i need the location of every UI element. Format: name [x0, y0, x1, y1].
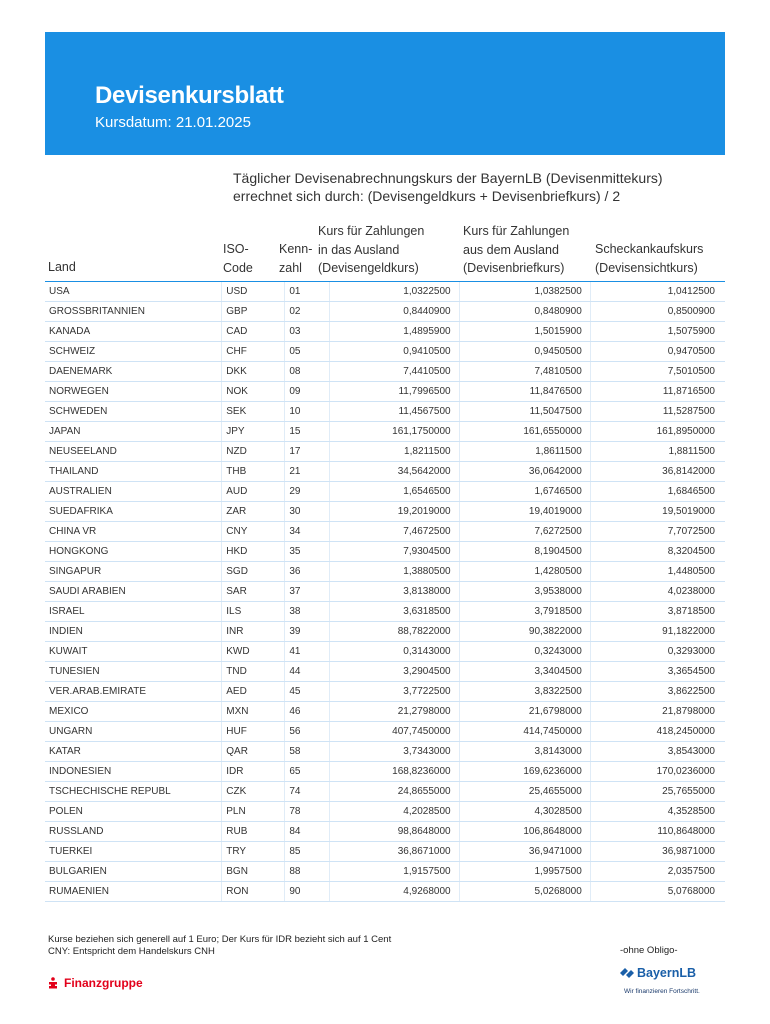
table-row	[45, 842, 725, 862]
geldkurs-cell: 0,9410500	[330, 342, 459, 362]
bayernlb-logo	[620, 966, 710, 995]
country-cell: DAENEMARK	[45, 362, 222, 382]
kennzahl-cell: 74	[285, 782, 330, 802]
geldkurs-cell: 0,3143000	[330, 642, 459, 662]
kennzahl-cell: 36	[285, 562, 330, 582]
column-header-iso-line-1: ISO-	[223, 242, 249, 256]
country-cell: VER.ARAB.EMIRATE	[45, 682, 222, 702]
briefkurs-cell: 1,9957500	[459, 862, 590, 882]
briefkurs-cell: 25,4655000	[459, 782, 590, 802]
scheckkurs-cell: 3,8543000	[590, 742, 725, 762]
table-row	[45, 622, 725, 642]
kennzahl-cell: 17	[285, 442, 330, 462]
iso-code-cell: DKK	[222, 362, 285, 382]
kennzahl-cell: 38	[285, 602, 330, 622]
table-row	[45, 342, 725, 362]
geldkurs-cell: 21,2798000	[330, 702, 459, 722]
iso-code-cell: SGD	[222, 562, 285, 582]
table-row	[45, 542, 725, 562]
scheckkurs-cell: 0,3293000	[590, 642, 725, 662]
intro-line-1: Täglicher Devisenabrechnungskurs der BayernLB (Devisenmittekurs)	[233, 170, 663, 186]
iso-code-cell: TND	[222, 662, 285, 682]
table-row	[45, 422, 725, 442]
column-header-scheckkurs	[595, 240, 703, 277]
finanzgruppe-logo	[48, 976, 143, 990]
exchange-rate-table-body	[45, 282, 725, 902]
country-cell: RUSSLAND	[45, 822, 222, 842]
table-row	[45, 502, 725, 522]
iso-code-cell: NOK	[222, 382, 285, 402]
geldkurs-cell: 4,2028500	[330, 802, 459, 822]
kennzahl-cell: 30	[285, 502, 330, 522]
page-title: Devisenkursblatt	[95, 82, 284, 109]
geldkurs-cell: 1,8211500	[330, 442, 459, 462]
kennzahl-cell: 78	[285, 802, 330, 822]
kennzahl-cell: 02	[285, 302, 330, 322]
briefkurs-cell: 3,8322500	[459, 682, 590, 702]
kennzahl-cell: 90	[285, 882, 330, 902]
scheckkurs-cell: 8,3204500	[590, 542, 725, 562]
briefkurs-cell: 90,3822000	[459, 622, 590, 642]
scheckkurs-cell: 19,5019000	[590, 502, 725, 522]
geldkurs-cell: 7,4672500	[330, 522, 459, 542]
intro-text	[233, 169, 663, 205]
obligo-note: -ohne Obligo-	[620, 945, 678, 956]
iso-code-cell: BGN	[222, 862, 285, 882]
kennzahl-cell: 09	[285, 382, 330, 402]
column-header-geldkurs-line-3: (Devisengeldkurs)	[318, 261, 419, 275]
table-row	[45, 822, 725, 842]
table-row	[45, 782, 725, 802]
geldkurs-cell: 3,2904500	[330, 662, 459, 682]
table-row	[45, 722, 725, 742]
country-cell: POLEN	[45, 802, 222, 822]
geldkurs-cell: 19,2019000	[330, 502, 459, 522]
geldkurs-cell: 24,8655000	[330, 782, 459, 802]
briefkurs-cell: 3,8143000	[459, 742, 590, 762]
geldkurs-cell: 407,7450000	[330, 722, 459, 742]
scheckkurs-cell: 1,4480500	[590, 562, 725, 582]
geldkurs-cell: 36,8671000	[330, 842, 459, 862]
iso-code-cell: AED	[222, 682, 285, 702]
column-header-scheckkurs-line-2: (Devisensichtkurs)	[595, 260, 698, 275]
kennzahl-cell: 35	[285, 542, 330, 562]
briefkurs-cell: 11,5047500	[459, 402, 590, 422]
column-header-kennzahl-line-1: Kenn-	[279, 242, 313, 256]
scheckkurs-cell: 1,6846500	[590, 482, 725, 502]
country-cell: THAILAND	[45, 462, 222, 482]
column-header-briefkurs-line-2: aus dem Ausland	[463, 242, 559, 257]
scheckkurs-cell: 25,7655000	[590, 782, 725, 802]
country-cell: HONGKONG	[45, 542, 222, 562]
country-cell: GROSSBRITANNIEN	[45, 302, 222, 322]
column-header-land-label: Land	[48, 260, 76, 274]
geldkurs-cell: 7,4410500	[330, 362, 459, 382]
finanzgruppe-logo-text: Finanzgruppe	[64, 976, 143, 990]
country-cell: RUMAENIEN	[45, 882, 222, 902]
kennzahl-cell: 21	[285, 462, 330, 482]
bayernlb-slogan: Wir finanzieren Fortschritt.	[624, 988, 700, 995]
intro-line-2: errechnet sich durch: (Devisengeldkurs + Devisenbriefkurs) / 2	[233, 188, 621, 204]
briefkurs-cell: 0,9450500	[459, 342, 590, 362]
iso-code-cell: CNY	[222, 522, 285, 542]
iso-code-cell: QAR	[222, 742, 285, 762]
geldkurs-cell: 3,7722500	[330, 682, 459, 702]
briefkurs-cell: 5,0268000	[459, 882, 590, 902]
table-row	[45, 362, 725, 382]
column-header-kennzahl-line-2: zahl	[279, 260, 302, 275]
scheckkurs-cell: 161,8950000	[590, 422, 725, 442]
kennzahl-cell: 29	[285, 482, 330, 502]
column-header-geldkurs	[318, 222, 424, 278]
table-row	[45, 862, 725, 882]
geldkurs-cell: 1,0322500	[330, 282, 459, 302]
country-cell: NEUSEELAND	[45, 442, 222, 462]
sparkasse-s-icon	[48, 977, 58, 989]
kennzahl-cell: 84	[285, 822, 330, 842]
country-cell: MEXICO	[45, 702, 222, 722]
country-cell: BULGARIEN	[45, 862, 222, 882]
country-cell: JAPAN	[45, 422, 222, 442]
geldkurs-cell: 3,6318500	[330, 602, 459, 622]
scheckkurs-cell: 11,5287500	[590, 402, 725, 422]
kennzahl-cell: 15	[285, 422, 330, 442]
scheckkurs-cell: 7,7072500	[590, 522, 725, 542]
column-header-scheckkurs-line-1: Scheckankaufskurs	[595, 242, 704, 256]
iso-code-cell: CHF	[222, 342, 285, 362]
scheckkurs-cell: 36,9871000	[590, 842, 725, 862]
kennzahl-cell: 10	[285, 402, 330, 422]
iso-code-cell: SAR	[222, 582, 285, 602]
iso-code-cell: KWD	[222, 642, 285, 662]
kennzahl-cell: 05	[285, 342, 330, 362]
column-header-iso-line-2: Code	[223, 260, 253, 275]
briefkurs-cell: 0,3243000	[459, 642, 590, 662]
scheckkurs-cell: 3,8622500	[590, 682, 725, 702]
geldkurs-cell: 88,7822000	[330, 622, 459, 642]
table-row	[45, 442, 725, 462]
iso-code-cell: RON	[222, 882, 285, 902]
iso-code-cell: THB	[222, 462, 285, 482]
briefkurs-cell: 3,9538000	[459, 582, 590, 602]
scheckkurs-cell: 1,8811500	[590, 442, 725, 462]
kennzahl-cell: 46	[285, 702, 330, 722]
header-banner	[45, 32, 725, 155]
table-row	[45, 702, 725, 722]
scheckkurs-cell: 1,0412500	[590, 282, 725, 302]
scheckkurs-cell: 170,0236000	[590, 762, 725, 782]
scheckkurs-cell: 1,5075900	[590, 322, 725, 342]
country-cell: SUEDAFRIKA	[45, 502, 222, 522]
country-cell: KATAR	[45, 742, 222, 762]
scheckkurs-cell: 0,8500900	[590, 302, 725, 322]
geldkurs-cell: 34,5642000	[330, 462, 459, 482]
table-row	[45, 522, 725, 542]
kennzahl-cell: 39	[285, 622, 330, 642]
table-row	[45, 802, 725, 822]
briefkurs-cell: 36,0642000	[459, 462, 590, 482]
kennzahl-cell: 85	[285, 842, 330, 862]
country-cell: SAUDI ARABIEN	[45, 582, 222, 602]
geldkurs-cell: 98,8648000	[330, 822, 459, 842]
scheckkurs-cell: 4,3528500	[590, 802, 725, 822]
iso-code-cell: RUB	[222, 822, 285, 842]
briefkurs-cell: 7,6272500	[459, 522, 590, 542]
table-row	[45, 562, 725, 582]
briefkurs-cell: 161,6550000	[459, 422, 590, 442]
column-header-kennzahl	[279, 240, 312, 277]
geldkurs-cell: 11,4567500	[330, 402, 459, 422]
table-row	[45, 302, 725, 322]
table-row	[45, 482, 725, 502]
briefkurs-cell: 36,9471000	[459, 842, 590, 862]
country-cell: TUERKEI	[45, 842, 222, 862]
country-cell: CHINA VR	[45, 522, 222, 542]
geldkurs-cell: 161,1750000	[330, 422, 459, 442]
iso-code-cell: HUF	[222, 722, 285, 742]
table-row	[45, 762, 725, 782]
bayernlb-logo-text: BayernLB	[637, 966, 697, 980]
column-header-geldkurs-line-1: Kurs für Zahlungen	[318, 224, 425, 238]
country-cell: KUWAIT	[45, 642, 222, 662]
scheckkurs-cell: 4,0238000	[590, 582, 725, 602]
scheckkurs-cell: 3,8718500	[590, 602, 725, 622]
iso-code-cell: INR	[222, 622, 285, 642]
country-cell: INDONESIEN	[45, 762, 222, 782]
kennzahl-cell: 88	[285, 862, 330, 882]
briefkurs-cell: 3,7918500	[459, 602, 590, 622]
geldkurs-cell: 4,9268000	[330, 882, 459, 902]
table-row	[45, 282, 725, 302]
geldkurs-cell: 1,9157500	[330, 862, 459, 882]
iso-code-cell: HKD	[222, 542, 285, 562]
iso-code-cell: ZAR	[222, 502, 285, 522]
geldkurs-cell: 7,9304500	[330, 542, 459, 562]
country-cell: USA	[45, 282, 222, 302]
table-row	[45, 382, 725, 402]
scheckkurs-cell: 91,1822000	[590, 622, 725, 642]
briefkurs-cell: 414,7450000	[459, 722, 590, 742]
briefkurs-cell: 3,3404500	[459, 662, 590, 682]
iso-code-cell: SEK	[222, 402, 285, 422]
kennzahl-cell: 34	[285, 522, 330, 542]
briefkurs-cell: 8,1904500	[459, 542, 590, 562]
iso-code-cell: CZK	[222, 782, 285, 802]
iso-code-cell: MXN	[222, 702, 285, 722]
briefkurs-cell: 19,4019000	[459, 502, 590, 522]
kennzahl-cell: 58	[285, 742, 330, 762]
kennzahl-cell: 56	[285, 722, 330, 742]
scheckkurs-cell: 21,8798000	[590, 702, 725, 722]
briefkurs-cell: 106,8648000	[459, 822, 590, 842]
geldkurs-cell: 0,8440900	[330, 302, 459, 322]
iso-code-cell: GBP	[222, 302, 285, 322]
kennzahl-cell: 45	[285, 682, 330, 702]
table-row	[45, 402, 725, 422]
country-cell: KANADA	[45, 322, 222, 342]
country-cell: SCHWEIZ	[45, 342, 222, 362]
table-row	[45, 662, 725, 682]
scheckkurs-cell: 36,8142000	[590, 462, 725, 482]
iso-code-cell: AUD	[222, 482, 285, 502]
bayernlb-diamond-icon	[620, 966, 634, 980]
geldkurs-cell: 3,8138000	[330, 582, 459, 602]
briefkurs-cell: 21,6798000	[459, 702, 590, 722]
scheckkurs-cell: 0,9470500	[590, 342, 725, 362]
kennzahl-cell: 44	[285, 662, 330, 682]
kennzahl-cell: 65	[285, 762, 330, 782]
exchange-rate-table	[45, 282, 725, 902]
column-header-briefkurs-line-1: Kurs für Zahlungen	[463, 224, 570, 238]
geldkurs-cell: 1,6546500	[330, 482, 459, 502]
briefkurs-cell: 1,0382500	[459, 282, 590, 302]
country-cell: TUNESIEN	[45, 662, 222, 682]
geldkurs-cell: 1,4895900	[330, 322, 459, 342]
geldkurs-cell: 3,7343000	[330, 742, 459, 762]
table-row	[45, 742, 725, 762]
table-row	[45, 322, 725, 342]
scheckkurs-cell: 418,2450000	[590, 722, 725, 742]
table-row	[45, 582, 725, 602]
kennzahl-cell: 01	[285, 282, 330, 302]
footnote-1: Kurse beziehen sich generell auf 1 Euro; Der Kurs für IDR bezieht sich auf 1 Cent	[48, 934, 392, 945]
table-row	[45, 642, 725, 662]
geldkurs-cell: 1,3880500	[330, 562, 459, 582]
scheckkurs-cell: 3,3654500	[590, 662, 725, 682]
country-cell: SCHWEDEN	[45, 402, 222, 422]
country-cell: INDIEN	[45, 622, 222, 642]
briefkurs-cell: 11,8476500	[459, 382, 590, 402]
scheckkurs-cell: 2,0357500	[590, 862, 725, 882]
column-header-land	[48, 258, 76, 277]
country-cell: AUSTRALIEN	[45, 482, 222, 502]
column-header-briefkurs-line-3: (Devisenbriefkurs)	[463, 261, 565, 275]
country-cell: TSCHECHISCHE REPUBL	[45, 782, 222, 802]
briefkurs-cell: 0,8480900	[459, 302, 590, 322]
briefkurs-cell: 169,6236000	[459, 762, 590, 782]
geldkurs-cell: 11,7996500	[330, 382, 459, 402]
country-cell: UNGARN	[45, 722, 222, 742]
kennzahl-cell: 08	[285, 362, 330, 382]
rate-date: Kursdatum: 21.01.2025	[95, 114, 251, 131]
column-header-briefkurs	[463, 222, 569, 278]
iso-code-cell: PLN	[222, 802, 285, 822]
kennzahl-cell: 37	[285, 582, 330, 602]
scheckkurs-cell: 7,5010500	[590, 362, 725, 382]
briefkurs-cell: 1,8611500	[459, 442, 590, 462]
briefkurs-cell: 1,6746500	[459, 482, 590, 502]
iso-code-cell: JPY	[222, 422, 285, 442]
country-cell: ISRAEL	[45, 602, 222, 622]
country-cell: NORWEGEN	[45, 382, 222, 402]
kennzahl-cell: 03	[285, 322, 330, 342]
table-row	[45, 462, 725, 482]
iso-code-cell: TRY	[222, 842, 285, 862]
iso-code-cell: ILS	[222, 602, 285, 622]
briefkurs-cell: 1,5015900	[459, 322, 590, 342]
scheckkurs-cell: 11,8716500	[590, 382, 725, 402]
footnote-2: CNY: Entspricht dem Handelskurs CNH	[48, 945, 215, 957]
scheckkurs-cell: 110,8648000	[590, 822, 725, 842]
iso-code-cell: CAD	[222, 322, 285, 342]
table-row	[45, 602, 725, 622]
column-header-iso	[223, 240, 253, 277]
iso-code-cell: USD	[222, 282, 285, 302]
briefkurs-cell: 1,4280500	[459, 562, 590, 582]
briefkurs-cell: 7,4810500	[459, 362, 590, 382]
scheckkurs-cell: 5,0768000	[590, 882, 725, 902]
kennzahl-cell: 41	[285, 642, 330, 662]
table-row	[45, 882, 725, 902]
footnotes	[48, 934, 391, 957]
briefkurs-cell: 4,3028500	[459, 802, 590, 822]
table-row	[45, 682, 725, 702]
iso-code-cell: IDR	[222, 762, 285, 782]
geldkurs-cell: 168,8236000	[330, 762, 459, 782]
country-cell: SINGAPUR	[45, 562, 222, 582]
iso-code-cell: NZD	[222, 442, 285, 462]
column-header-geldkurs-line-2: in das Ausland	[318, 242, 400, 257]
